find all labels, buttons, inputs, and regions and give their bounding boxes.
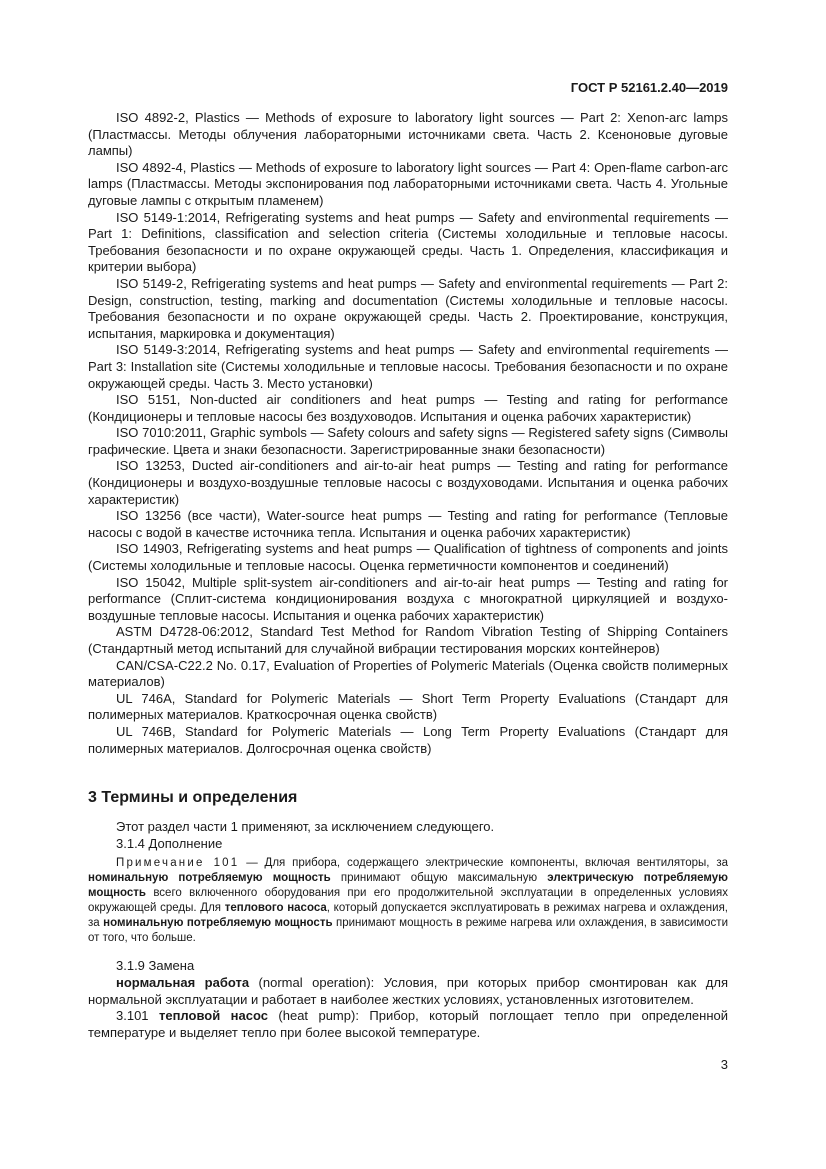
definition-term: нормальная работа: [116, 974, 250, 990]
reference-item: UL 746B, Standard for Polymeric Materials — Long Term Property Evaluations (Стандарт для полимерных материалов. Долгосрочная оценка свойств): [88, 723, 728, 756]
section-intro: [88, 819, 728, 852]
definition-text: (heat pump): Прибор, который поглощает тепло при определенной температуре и выделяет тепло при более высокой температуре.: [88, 1008, 728, 1041]
reference-item: ISO 15042, Multiple split-system air-conditioners and air-to-air heat pumps — Testing and rating for performance (Сплит-система кондиционирования воздуха с многократной циркуляцией и воздухо-воздушные тепловые насосы. Испытания и оценка рабочих характеристик): [88, 574, 728, 623]
document-header: ГОСТ Р 52161.2.40—2019: [570, 80, 728, 95]
note-term: теплового насоса: [224, 902, 327, 914]
reference-item: ISO 13253, Ducted air-conditioners and air-to-air heat pumps — Testing and rating for performance (Кондиционеры и воздухо-воздушные тепловые насосы с воздуховодами. Испытания и оценка рабочих характеристик): [88, 458, 728, 507]
note-text: принимают мощность в режиме нагрева или охлаждения, в зависимости от того, что больше.: [88, 917, 728, 944]
section-heading: 3 Термины и определения: [88, 789, 298, 806]
reference-item: UL 746A, Standard for Polymeric Materials — Short Term Property Evaluations (Стандарт для полимерных материалов. Краткосрочная оценка свойств): [88, 690, 728, 723]
definition-number: 3.101: [116, 1008, 159, 1024]
clause-3-1-9: 3.1.9 Замена: [116, 958, 195, 973]
reference-item: ISO 4892-2, Plastics — Methods of exposure to laboratory light sources — Part 2: Xenon-arc lamps (Пластмассы. Методы облучения лабораторными источниками света. Часть 2. Ксеноновые дуговые лампы): [88, 110, 728, 159]
reference-item: ISO 5149-3:2014, Refrigerating systems and heat pumps — Safety and environmental requirements — Part 3: Installation site (Системы холодильные и тепловые насосы. Требования безопасности и по охране окружающей среды. Часть 3. Место установки): [88, 342, 728, 391]
note-text: Для прибора, содержащего электрические компоненты, включая вентиляторы, за: [264, 857, 728, 869]
note-term: номинальную потребляемую мощность: [88, 872, 331, 884]
note-text: , который допускается эксплуатировать в режимах нагрева и охлаждения, за: [88, 902, 728, 929]
clause-3-1-4: 3.1.4 Дополнение: [116, 835, 223, 851]
note-term: электрическую потребляемую мощность: [88, 872, 728, 899]
note-dash: —: [239, 857, 265, 869]
definitions: [88, 958, 728, 1042]
note-101: [88, 856, 728, 946]
note-text: всего включенного оборудования при его продолжительной эксплуатации в определенных условиях окружающей среды. Для: [88, 887, 728, 914]
definition-text: (normal operation): Условия, при которых прибор смонтирован как для нормальной эксплуатации и работает в наиболее жестких условиях, установленных изготовителем.: [88, 974, 728, 1007]
reference-item: CAN/CSA-C22.2 No. 0.17, Evaluation of Properties of Polymeric Materials (Оценка свойств полимерных материалов): [88, 657, 728, 690]
reference-item: ISO 5149-1:2014, Refrigerating systems and heat pumps — Safety and environmental requirements — Part 1: Definitions, classification and selection criteria (Системы холодильные и тепловые насосы. Требования безопасности и по охране окружающей среды. Часть 1. Определения, классификация и критерии выбора): [88, 209, 728, 275]
reference-item: ISO 5151, Non-ducted air conditioners and heat pumps — Testing and rating for performance (Кондиционеры и тепловые насосы без воздуховодов. Испытания и оценка рабочих характеристик): [88, 392, 728, 424]
reference-item: ISO 7010:2011, Graphic symbols — Safety colours and safety signs — Registered safety signs (Символы графические. Цвета и знаки безопасности. Зарегистрированные знаки безопасности): [88, 425, 728, 457]
note-label: Примечание 101: [116, 857, 240, 869]
page-number: 3: [720, 1057, 728, 1072]
reference-item: ISO 13256 (все части), Water-source heat pumps — Testing and rating for performance (Тепловые насосы с водой в качестве источника тепла. Испытания и оценка рабочих характеристик): [88, 508, 728, 540]
normative-references: [88, 110, 728, 757]
note-text: принимают общую максимальную: [330, 872, 548, 884]
reference-item: ISO 4892-4, Plastics — Methods of exposure to laboratory light sources — Part 4: Open-flame carbon-arc lamps (Пластмассы. Методы экспонирования под лабораторными источниками света. Часть 4. Угольные дуговые лампы с открытым пламенем): [88, 159, 728, 208]
reference-item: ASTM D4728-06:2012, Standard Test Method for Random Vibration Testing of Shipping Containers (Стандартный метод испытаний для случайной вибрации тестирования морских контейнеров): [88, 624, 728, 656]
note-term: номинальную потребляемую мощность: [103, 917, 333, 929]
reference-item: ISO 14903, Refrigerating systems and heat pumps — Qualification of tightness of components and joints (Системы холодильные и тепловые насосы. Оценка герметичности компонентов и соединений): [88, 541, 728, 574]
definition-normal-operation: [88, 975, 728, 1009]
intro-text: Этот раздел части 1 применяют, за исключением следующего.: [116, 819, 495, 834]
reference-item: ISO 5149-2, Refrigerating systems and heat pumps — Safety and environmental requirements — Part 2: Design, construction, testing, marking and documentation (Системы холодильные и тепловые насосы. Требования безопасности и по охране окружающей среды. Часть 2. Проектирование, конструкция, испытания, маркировка и документация): [88, 275, 728, 341]
definition-heat-pump: [88, 1008, 728, 1042]
definition-term: тепловой насос: [158, 1008, 268, 1024]
